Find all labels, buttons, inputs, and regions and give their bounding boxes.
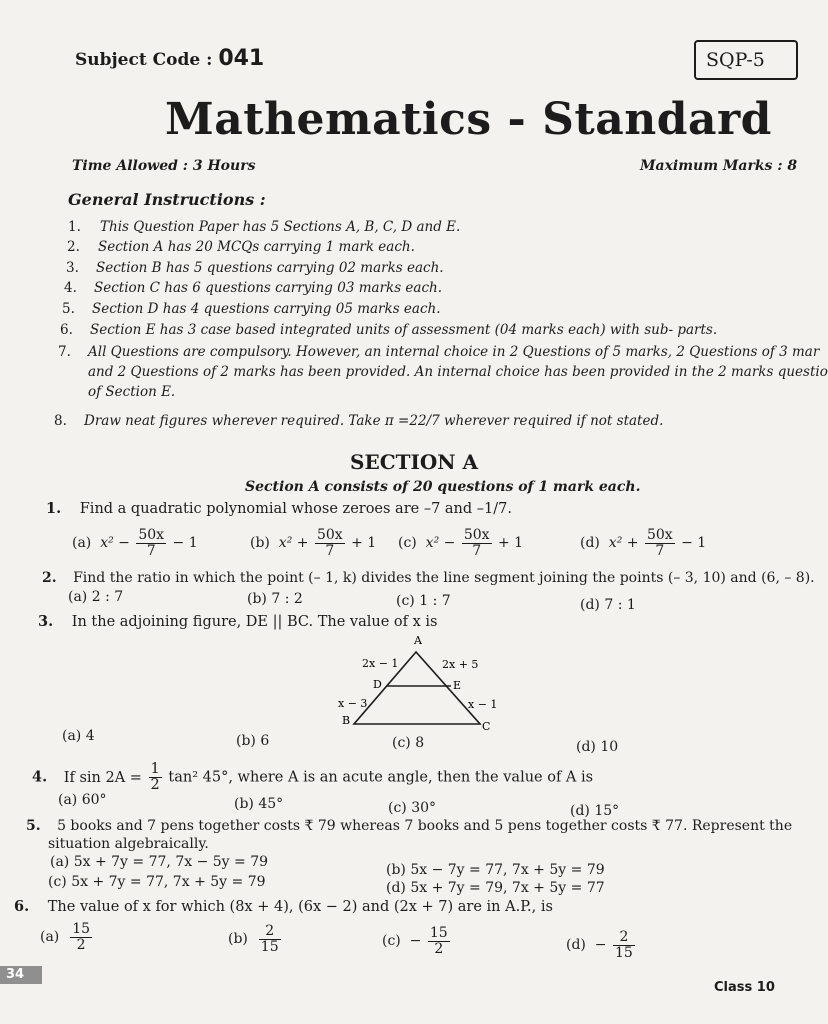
question-2 bbox=[42, 570, 815, 586]
subject-code-value: 041 bbox=[218, 46, 265, 71]
option-label: (a) bbox=[72, 535, 92, 552]
question-number: 6. bbox=[14, 898, 30, 915]
section-title: SECTION A bbox=[350, 450, 479, 474]
option-a bbox=[72, 528, 198, 558]
option-b bbox=[228, 924, 283, 954]
fraction: $\frac{50x}{7}$ bbox=[138, 527, 165, 559]
question-text: In the adjoining figure, DE || BC. The value of x is bbox=[71, 614, 438, 630]
instruction-number: 6. bbox=[60, 322, 73, 338]
option-d: (d) 10 bbox=[576, 739, 619, 755]
option-c bbox=[382, 926, 452, 956]
option-label: (c) bbox=[398, 535, 417, 552]
option-expr: + 1 bbox=[498, 535, 524, 552]
instruction-text: Section E has 3 case based integrated units of assessment (04 marks each) with sub- parts. bbox=[90, 322, 718, 338]
option-b: (b) 6 bbox=[236, 733, 270, 749]
instruction-item bbox=[54, 413, 764, 429]
instruction-text: Section C has 6 questions carrying 03 marks each. bbox=[94, 280, 443, 296]
instruction-number: 7. bbox=[58, 344, 71, 360]
instruction-number: 5. bbox=[62, 301, 75, 317]
fraction: $\frac{1}{2}$ bbox=[150, 761, 160, 794]
page-number: 34 bbox=[0, 966, 42, 984]
vertex-a-label: A bbox=[414, 634, 422, 647]
class-label: Class 10 bbox=[714, 980, 775, 995]
option-expr: x² + bbox=[608, 535, 639, 552]
option-label: (a) bbox=[40, 929, 60, 946]
option-expr: x² − bbox=[425, 535, 456, 552]
option-expr: x² − bbox=[100, 535, 130, 552]
instruction-number: 1. bbox=[68, 219, 81, 235]
option-b: (b) 45° bbox=[234, 796, 284, 812]
vertex-c-label: C bbox=[482, 720, 491, 733]
instruction-item bbox=[67, 239, 757, 255]
option-expr: − 1 bbox=[681, 535, 707, 552]
option-label: (c) bbox=[382, 933, 401, 950]
instruction-item bbox=[58, 344, 820, 360]
option-d: (d) 5x + 7y = 79, 7x + 5y = 77 bbox=[386, 880, 605, 896]
option-a: (a) 2 : 7 bbox=[68, 589, 124, 605]
fraction: $\frac{50x}{7}$ bbox=[463, 527, 490, 559]
option-c: (c) 30° bbox=[388, 800, 437, 816]
option-d: (d) 15° bbox=[570, 803, 620, 819]
fraction: $\frac{50x}{7}$ bbox=[316, 527, 343, 559]
question-text: Find a quadratic polynomial whose zeroes are –7 and –1/7. bbox=[79, 501, 512, 517]
option-sign: − bbox=[594, 937, 607, 954]
question-5 bbox=[26, 818, 793, 834]
maximum-marks: Maximum Marks : 8 bbox=[640, 158, 798, 174]
instruction-text: Section D has 4 questions carrying 05 marks each. bbox=[92, 301, 441, 317]
instruction-item bbox=[62, 301, 752, 317]
question-text: The value of x for which (8x + 4), (6x − 2) and (2x + 7) are in A.P., is bbox=[47, 899, 553, 915]
option-a: (a) 4 bbox=[62, 728, 95, 744]
instruction-item bbox=[68, 219, 758, 235]
option-d bbox=[566, 930, 637, 960]
fraction: $\frac{2}{15}$ bbox=[614, 929, 633, 961]
option-sign: − bbox=[409, 933, 422, 950]
instruction-number: 2. bbox=[67, 239, 80, 255]
instruction-number: 3. bbox=[66, 260, 79, 276]
question-4 bbox=[32, 762, 593, 793]
instruction-text: Draw neat figures wherever required. Take π =22/7 wherever required if not stated. bbox=[84, 413, 664, 429]
question-text-pre: If sin 2A = bbox=[63, 769, 142, 786]
question-number: 4. bbox=[32, 768, 48, 786]
option-expr: − 1 bbox=[172, 535, 198, 552]
triangle-figure bbox=[330, 632, 510, 738]
vertex-b-label: B bbox=[342, 714, 351, 727]
question-6 bbox=[14, 898, 553, 915]
instruction-item bbox=[64, 280, 754, 296]
segment-ec-label: x − 1 bbox=[468, 698, 498, 711]
option-d: (d) 7 : 1 bbox=[580, 597, 636, 613]
segment-db-label: x − 3 bbox=[338, 697, 368, 710]
question-number: 5. bbox=[26, 818, 41, 834]
fraction: $\frac{15}{2}$ bbox=[72, 921, 91, 953]
subject-code-label: Subject Code : bbox=[75, 50, 213, 70]
option-a bbox=[40, 922, 94, 952]
option-c: (c) 5x + 7y = 77, 7x + 5y = 79 bbox=[48, 874, 266, 890]
option-a: (a) 60° bbox=[58, 792, 107, 808]
option-expr: x² + bbox=[278, 535, 309, 552]
vertex-e-label: E bbox=[453, 679, 462, 692]
section-subtitle: Section A consists of 20 questions of 1 mark each. bbox=[245, 479, 641, 495]
fraction: $\frac{15}{2}$ bbox=[429, 925, 448, 957]
instruction-continuation: and 2 Questions of 2 marks has been provided. An internal choice has been provided in the 2 marks questio bbox=[88, 364, 828, 380]
instruction-text: Section A has 20 MCQs carrying 1 mark each. bbox=[98, 239, 415, 255]
option-c: (c) 1 : 7 bbox=[396, 593, 451, 609]
instructions-heading: General Instructions : bbox=[68, 190, 266, 209]
question-text: 5 books and 7 pens together costs ₹ 79 whereas 7 books and 5 pens together costs ₹ 77. Represent the bbox=[57, 818, 793, 834]
vertex-d-label: D bbox=[373, 678, 382, 691]
option-expr: + 1 bbox=[351, 535, 377, 552]
question-number: 1. bbox=[46, 500, 62, 517]
segment-ad-label: 2x − 1 bbox=[362, 657, 399, 670]
question-text-post: tan² 45°, where A is an acute angle, then the value of A is bbox=[168, 769, 594, 786]
instruction-text: All Questions are compulsory. However, an internal choice in 2 Questions of 5 marks, 2 Questions of 3 mar bbox=[88, 344, 820, 360]
option-label: (d) bbox=[566, 937, 586, 954]
option-label: (d) bbox=[580, 535, 600, 552]
instruction-number: 4. bbox=[64, 280, 77, 296]
option-b: (b) 7 : 2 bbox=[247, 591, 303, 607]
paper-code-box: SQP-5 bbox=[694, 40, 798, 80]
question-text: Find the ratio in which the point (– 1, k) divides the line segment joining the points (– 3, 10) and (6, – 8). bbox=[73, 570, 815, 586]
fraction: $\frac{2}{15}$ bbox=[260, 923, 279, 955]
fraction: $\frac{50x}{7}$ bbox=[646, 527, 673, 559]
instruction-text: Section B has 5 questions carrying 02 marks each. bbox=[96, 260, 444, 276]
instruction-item bbox=[66, 260, 756, 276]
question-number: 2. bbox=[42, 570, 57, 586]
instruction-continuation: of Section E. bbox=[88, 384, 176, 400]
question-1 bbox=[46, 500, 512, 517]
question-number: 3. bbox=[38, 613, 54, 630]
option-b bbox=[250, 528, 376, 558]
time-allowed: Time Allowed : 3 Hours bbox=[72, 158, 256, 174]
option-b: (b) 5x − 7y = 77, 7x + 5y = 79 bbox=[386, 862, 605, 878]
instruction-number: 8. bbox=[54, 413, 67, 429]
question-3 bbox=[38, 613, 438, 630]
option-c bbox=[398, 528, 523, 558]
instruction-item bbox=[60, 322, 760, 338]
segment-ae-label: 2x + 5 bbox=[442, 658, 479, 671]
instruction-text: This Question Paper has 5 Sections A, B, C, D and E. bbox=[100, 219, 461, 235]
option-a: (a) 5x + 7y = 77, 7x − 5y = 79 bbox=[50, 854, 269, 870]
option-d bbox=[580, 528, 706, 558]
subject-code-line bbox=[75, 46, 264, 71]
option-c: (c) 8 bbox=[392, 735, 425, 751]
option-label: (b) bbox=[228, 931, 248, 948]
option-label: (b) bbox=[250, 535, 270, 552]
paper-title: Mathematics - Standard bbox=[165, 94, 772, 145]
question-text-continued: situation algebraically. bbox=[48, 836, 209, 852]
